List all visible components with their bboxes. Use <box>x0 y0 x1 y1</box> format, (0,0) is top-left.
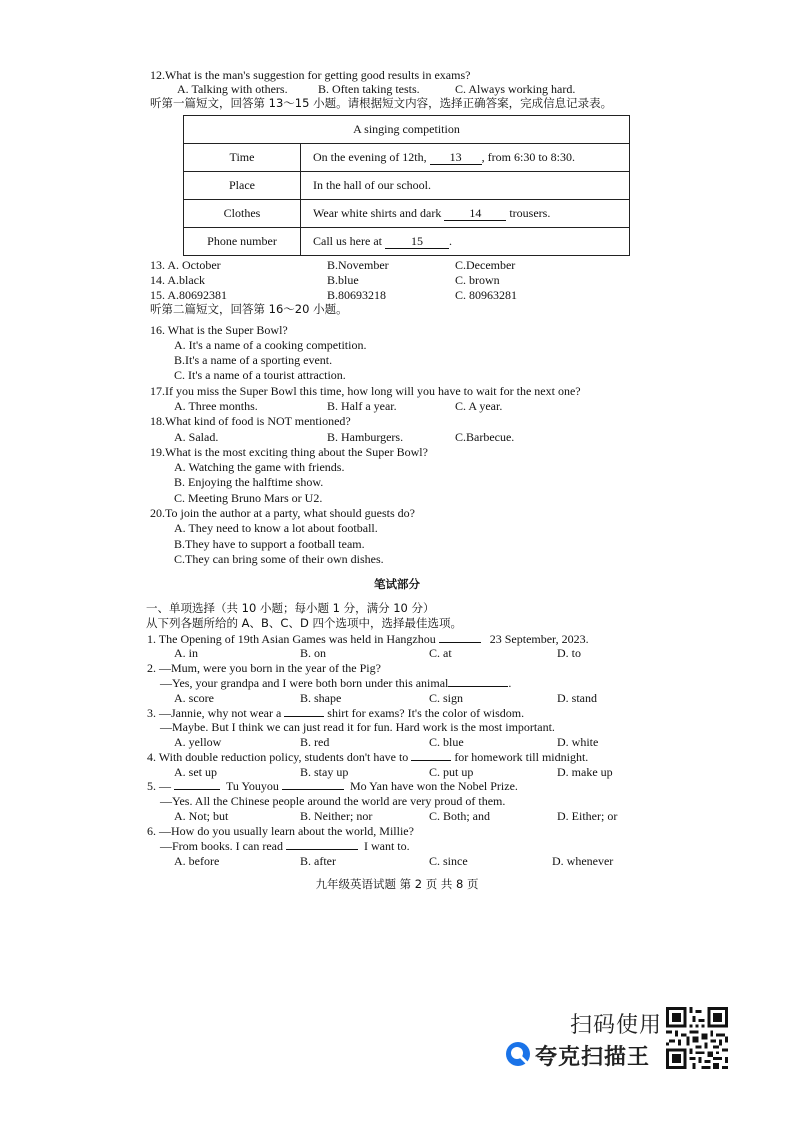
table-title: A singing competition <box>184 116 630 144</box>
mc-question-4: 4. With double reduction policy, students don't have to for homework till midnight. <box>147 750 589 764</box>
written-part-heading: 笔试部分 <box>374 577 420 591</box>
q12-option-b: B. Often taking tests. <box>318 82 420 96</box>
mc-question-3-line2: —Maybe. But I think we can just read it for fun. Hard work is the most important. <box>160 720 555 734</box>
row-value-time: On the evening of 12th, 13 , from 6:30 to 8:30. <box>301 144 630 172</box>
q16-option-a: A. It's a name of a cooking competition. <box>174 338 367 352</box>
question-17: 17.If you miss the Super Bowl this time, how long will you have to wait for the next one? <box>150 384 581 398</box>
row-value-place: In the hall of our school. <box>301 172 630 200</box>
q13-option-a: 13. A. October <box>150 258 221 272</box>
q12-option-a: A. Talking with others. <box>177 82 288 96</box>
q1-option-b: B. on <box>300 646 327 660</box>
quark-logo-icon <box>505 1041 531 1067</box>
page-footer: 九年级英语试题 第 2 页 共 8 页 <box>315 877 479 891</box>
q18-option-c: C.Barbecue. <box>455 430 515 444</box>
section1-title: 一、单项选择（共 10 小题；每小题 1 分，满分 10 分） <box>146 601 435 615</box>
q1-option-c: C. at <box>429 646 452 660</box>
q20-option-a: A. They need to know a lot about football. <box>174 521 378 535</box>
mc-question-5-line2: —Yes. All the Chinese people around the world are very proud of them. <box>160 794 506 808</box>
q16-option-b: B.It's a name of a sporting event. <box>174 353 333 367</box>
q5-option-a: A. Not; but <box>174 809 229 823</box>
blank-15: 15 <box>385 235 449 249</box>
q3-option-a: A. yellow <box>174 735 222 749</box>
row-value-phone: Call us here at 15 . <box>301 228 630 256</box>
table-row <box>184 144 630 172</box>
table-row <box>184 172 630 200</box>
q6-option-b: B. after <box>300 854 336 868</box>
q20-option-c: C.They can bring some of their own dishes. <box>174 552 384 566</box>
q1-option-d: D. to <box>557 646 581 660</box>
q12-option-c: C. Always working hard. <box>455 82 576 96</box>
mc-question-1: 1. The Opening of 19th Asian Games was held in Hangzhou 23 September, 2023. <box>147 632 589 646</box>
q15-option-b: B.80693218 <box>327 288 387 302</box>
q18-option-a: A. Salad. <box>174 430 219 444</box>
q15-option-a: 15. A.80692381 <box>150 288 228 302</box>
table-row <box>184 200 630 228</box>
q3-option-b: B. red <box>300 735 330 749</box>
q4-option-b: B. stay up <box>300 765 349 779</box>
q14-option-a: 14. A.black <box>150 273 205 287</box>
q2-option-c: C. sign <box>429 691 464 705</box>
q17-option-a: A. Three months. <box>174 399 258 413</box>
mc-question-2-line1: 2. —Mum, were you born in the year of the Pig? <box>147 661 381 675</box>
q4-option-a: A. set up <box>174 765 217 779</box>
q5-option-d: D. Either; or <box>557 809 618 823</box>
scan-label: 扫码使用 <box>570 1013 663 1038</box>
mc-question-6-line2: —From books. I can read I want to. <box>160 839 410 853</box>
q13-option-c: C.December <box>455 258 516 272</box>
question-18: 18.What kind of food is NOT mentioned? <box>150 414 351 428</box>
q13-option-b: B.November <box>327 258 389 272</box>
row-label-clothes: Clothes <box>184 200 301 228</box>
q18-option-b: B. Hamburgers. <box>327 430 404 444</box>
blank-14: 14 <box>444 207 506 221</box>
q5-option-c: C. Both; and <box>429 809 491 823</box>
info-record-table <box>183 115 630 256</box>
q5-option-b: B. Neither; nor <box>300 809 373 823</box>
brand-label: 夸克扫描王 <box>535 1045 651 1070</box>
q2-option-b: B. shape <box>300 691 342 705</box>
mc-question-5-line1: 5. — Tu Youyou Mo Yan have won the Nobel Prize. <box>147 779 518 793</box>
q1-option-a: A. in <box>174 646 198 660</box>
passage2-instruction: 听第二篇短文，回答第 16～20 小题。 <box>150 302 348 316</box>
q17-option-b: B. Half a year. <box>327 399 397 413</box>
row-label-time: Time <box>184 144 301 172</box>
q17-option-c: C. A year. <box>455 399 503 413</box>
question-19: 19.What is the most exciting thing about the Super Bowl? <box>150 445 428 459</box>
q6-option-d: D. whenever <box>552 854 614 868</box>
row-value-clothes: Wear white shirts and dark 14 trousers. <box>301 200 630 228</box>
question-16: 16. What is the Super Bowl? <box>150 323 288 337</box>
mc-question-2-line2: —Yes, your grandpa and I were both born under this animal . <box>160 676 512 690</box>
blank-13: 13 <box>430 151 482 165</box>
q19-option-b: B. Enjoying the halftime show. <box>174 475 324 489</box>
q14-option-b: B.blue <box>327 273 359 287</box>
q4-option-d: D. make up <box>557 765 613 779</box>
q19-option-a: A. Watching the game with friends. <box>174 460 345 474</box>
q19-option-c: C. Meeting Bruno Mars or U2. <box>174 491 323 505</box>
q14-option-c: C. brown <box>455 273 500 287</box>
row-label-phone: Phone number <box>184 228 301 256</box>
q16-option-c: C. It's a name of a tourist attraction. <box>174 368 346 382</box>
q3-option-d: D. white <box>557 735 599 749</box>
mc-question-6-line1: 6. —How do you usually learn about the world, Millie? <box>147 824 414 838</box>
q2-option-d: D. stand <box>557 691 597 705</box>
q15-option-c: C. 80963281 <box>455 288 518 302</box>
qr-code-icon[interactable] <box>666 1007 728 1069</box>
q6-option-c: C. since <box>429 854 468 868</box>
passage1-instruction: 听第一篇短文，回答第 13～15 小题。请根据短文内容，选择正确答案，完成信息记录表。 <box>150 96 613 110</box>
q4-option-c: C. put up <box>429 765 474 779</box>
question-12: 12.What is the man's suggestion for getting good results in exams? <box>150 68 471 82</box>
q3-option-c: C. blue <box>429 735 464 749</box>
mc-question-3-line1: 3. —Jannie, why not wear a shirt for exams? It's the color of wisdom. <box>147 706 525 720</box>
q6-option-a: A. before <box>174 854 220 868</box>
row-label-place: Place <box>184 172 301 200</box>
q20-option-b: B.They have to support a football team. <box>174 537 365 551</box>
section1-instruction: 从下列各题所给的 A、B、C、D 四个选项中，选择最佳选项。 <box>146 616 462 630</box>
q2-option-a: A. score <box>174 691 214 705</box>
question-20: 20.To join the author at a party, what should guests do? <box>150 506 415 520</box>
table-row <box>184 228 630 256</box>
